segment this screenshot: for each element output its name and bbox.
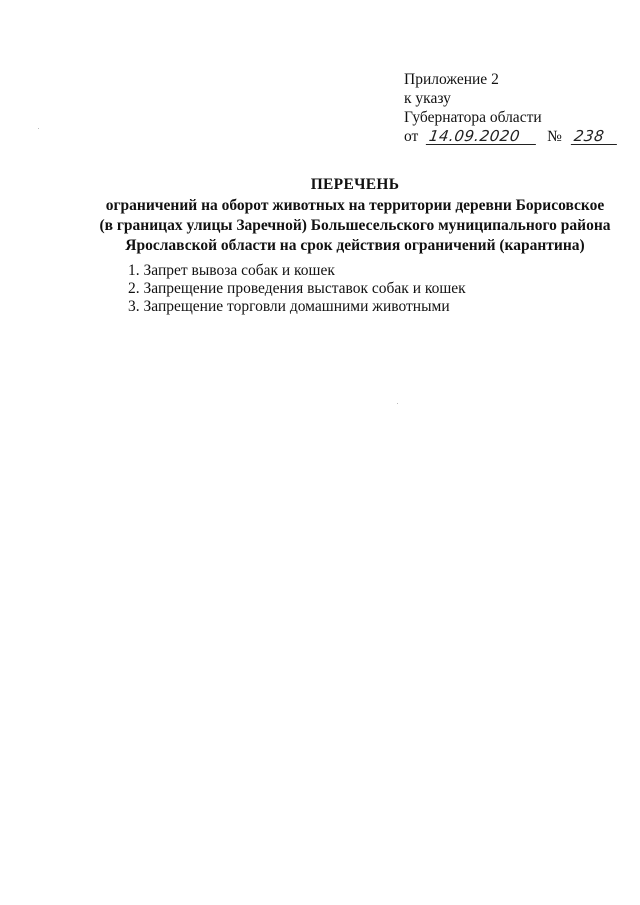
subtitle-line-1: ограничений на оборот животных на территории деревни Борисовское [105,197,605,214]
scan-speck [38,128,39,129]
list-item: 1. Запрет вывоза собак и кошек [128,262,335,279]
subtitle-line-2: (в границах улицы Заречной) Большесельского муниципального района [99,217,611,234]
appendix-block [404,70,624,146]
handwritten-number: 238 [571,128,619,145]
list-item: 3. Запрещение торговли домашними животными [128,298,450,315]
appendix-date-number-row [404,127,624,146]
handwritten-date: 14.09.2020 [426,128,538,145]
title-block [90,175,620,256]
appendix-decree-ref: к указу [404,90,451,107]
number-sign: № [547,128,562,145]
scan-speck [397,403,398,404]
restrictions-list [128,262,608,316]
appendix-label: Приложение 2 [404,71,499,88]
page-title: ПЕРЕЧЕНЬ [310,176,400,193]
date-prefix: от [404,128,419,145]
list-item: 2. Запрещение проведения выставок собак и кошек [128,280,466,297]
subtitle-line-3: Ярославской области на срок действия ограничений (карантина) [125,237,585,254]
appendix-authority: Губернатора области [404,109,542,126]
